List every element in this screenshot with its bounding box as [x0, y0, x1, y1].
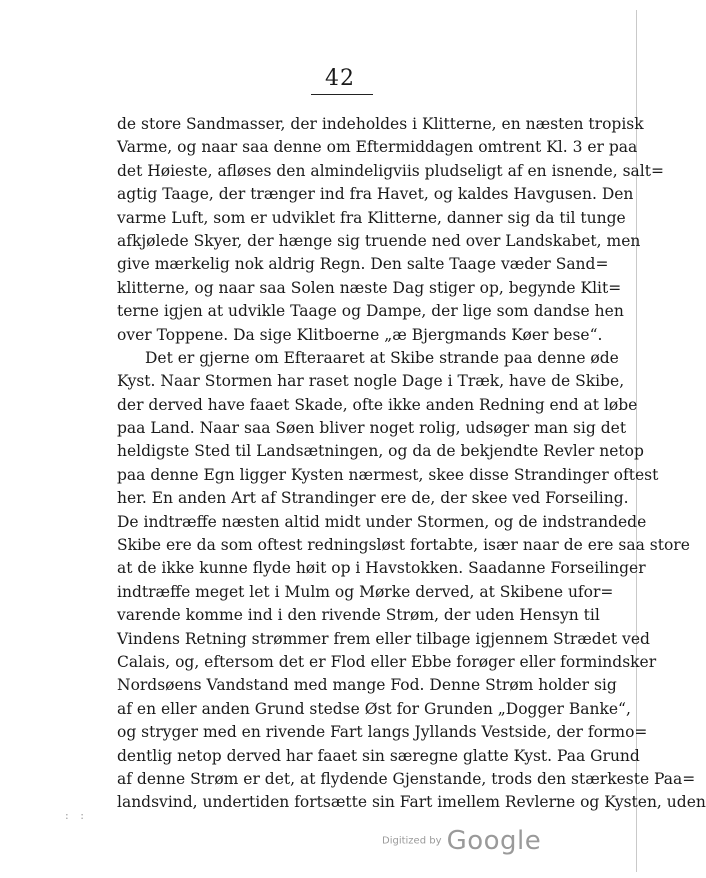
text-line: varme Luft, som er udviklet fra Klitterne, danner sig da til tunge [117, 208, 626, 227]
text-line: landsvind, undertiden fortsætte sin Fart imellem Revlerne og Kysten, uden [117, 793, 706, 812]
text-line: heldigste Sted til Landsætningen, og da de bekjendte Revler netop [117, 442, 644, 461]
text-line: af denne Strøm er det, at flydende Gjenstande, trods den stærkeste Paa= [117, 769, 696, 788]
text-line: give mærkelig nok aldrig Regn. Den salte Taage væder Sand= [117, 255, 609, 274]
text-line: de store Sandmasser, der indeholdes i Klitterne, en næsten tropisk [117, 115, 644, 133]
text-line: dentlig netop derved har faaet sin særegne glatte Kyst. Paa Grund [117, 746, 640, 765]
google-watermark [382, 826, 541, 856]
text-line: Calais, og, eftersom det er Flod eller Ebbe forøger eller formindsker [117, 652, 657, 671]
google-logo: Google [446, 826, 542, 856]
page-number: 42 [325, 66, 355, 91]
watermark-prefix: Digitized by [382, 835, 442, 847]
text-line: Nordsøens Vandstand med mange Fod. Denne Strøm holder sig [117, 676, 617, 695]
text-line: over Toppene. Da sige Klitboerne „æ Bjergmands Køer bese“. [117, 325, 603, 344]
text-line: De indtræffe næsten altid midt under Stormen, og de indstrandede [117, 512, 647, 531]
text-line: indtræffe meget let i Mulm og Mørke derved, at Skibene ufor= [117, 582, 614, 601]
body-text [117, 113, 706, 815]
text-line: Varme, og naar saa denne om Eftermiddagen omtrent Kl. 3 er paa [117, 138, 638, 157]
text-line: af en eller anden Grund stedse Øst for Grunden „Dogger Banke“, [117, 699, 631, 718]
text-line: der derved have faaet Skade, ofte ikke anden Redning end at løbe [117, 395, 638, 414]
text-line: agtig Taage, der trænger ind fra Havet, og kaldes Havgusen. Den [117, 185, 634, 204]
margin-dots: : : [65, 809, 88, 822]
text-line: Det er gjerne om Efteraaret at Skibe strande paa denne øde [145, 348, 619, 367]
text-line: paa Land. Naar saa Søen bliver noget rolig, udsøger man sig det [117, 419, 627, 438]
text-line: paa denne Egn ligger Kysten nærmest, skee disse Strandinger oftest [117, 465, 659, 484]
text-line: Skibe ere da som oftest redningsløst fortabte, især naar de ere saa store [117, 536, 690, 555]
text-line: her. En anden Art af Strandinger ere de, der skee ved Forseiling. [117, 489, 629, 508]
text-line: terne igjen at udvikle Taage og Dampe, der lige som dandse hen [117, 302, 624, 321]
text-line: det Høieste, afløses den almindeligviis pludseligt af en isnende, salt= [117, 161, 664, 180]
text-line: og stryger med en rivende Fart langs Jyllands Vestside, der formo= [117, 723, 648, 742]
text-line: afkjølede Skyer, der hænge sig truende ned over Landskabet, men [117, 231, 641, 250]
text-line: Kyst. Naar Stormen har raset nogle Dage i Træk, have de Skibe, [117, 372, 625, 391]
text-line: at de ikke kunne flyde høit op i Havstokken. Saadanne Forseilinger [117, 559, 646, 578]
text-line: klitterne, og naar saa Solen næste Dag stiger op, begynde Klit= [117, 278, 622, 297]
text-line: Vindens Retning strømmer frem eller tilbage igjennem Strædet ved [117, 629, 650, 648]
text-line: varende komme ind i den rivende Strøm, der uden Hensyn til [117, 606, 600, 625]
page-number-rule [311, 94, 373, 95]
